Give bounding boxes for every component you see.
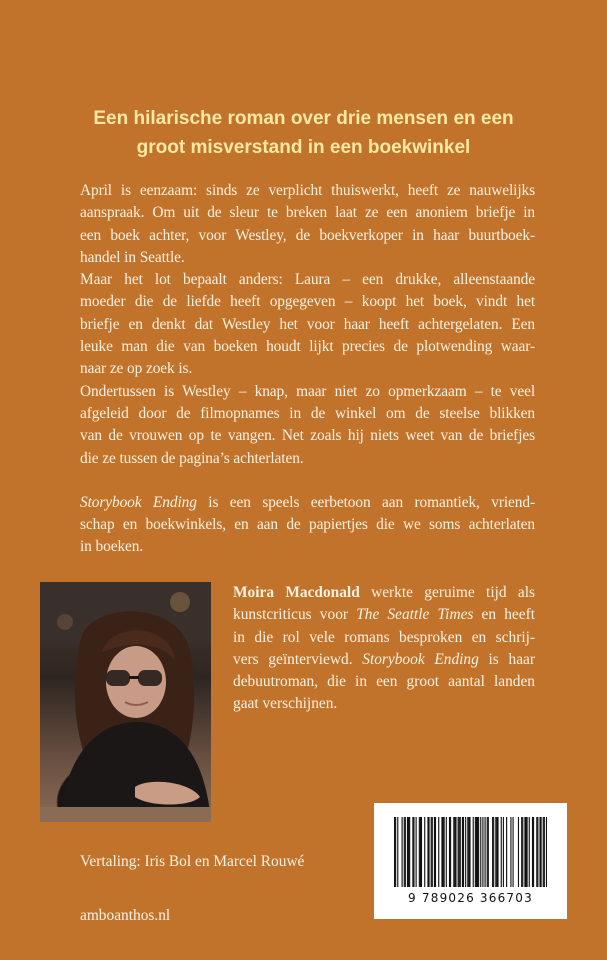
isbn-digits: 9 789026 366703 <box>408 891 533 905</box>
barcode-bar <box>462 817 463 887</box>
closing-line-1-text: is een speels eerbetoon aan romantiek, vriend- <box>196 493 535 511</box>
barcode-bar <box>501 817 502 887</box>
barcode-bar <box>438 817 439 887</box>
tagline-line-1: Een hilarische roman over drie mensen en een <box>93 108 514 129</box>
barcode-bar <box>546 817 547 887</box>
barcode-bar <box>407 817 408 887</box>
blurb-line: April is eenzaam: sinds ze verplicht thuiswerkt, heeft ze nauwelijks <box>80 182 535 199</box>
barcode-bar <box>487 817 488 887</box>
blurb-line: handel in Seattle. <box>80 248 185 266</box>
barcode-bar <box>444 817 445 887</box>
barcode-bar <box>510 817 511 887</box>
barcode-bar <box>428 817 429 887</box>
barcode-bar <box>533 817 534 887</box>
barcode-bar <box>537 817 538 887</box>
blurb-line: een boek achter, voor Westley, de boekverkoper in haar buurtboek- <box>80 226 535 244</box>
barcode-bar <box>477 817 478 887</box>
barcode-bar <box>431 817 432 887</box>
barcode-bar <box>475 817 476 887</box>
barcode-bar <box>435 817 436 887</box>
barcode-bar <box>541 817 542 887</box>
barcode-bar <box>416 817 417 887</box>
barcode-bar <box>536 817 537 887</box>
barcode-bar <box>496 817 497 887</box>
barcode-bar <box>460 817 461 887</box>
barcode-bar <box>427 817 428 887</box>
blurb-line: die ze tussen de pagina’s achterlaten. <box>80 449 304 467</box>
barcode-bar <box>454 817 455 887</box>
barcode-bar <box>394 817 395 887</box>
blurb-line: aanspraak. Om uit de sleur te breken laat ze een anoniem briefje in <box>80 204 535 222</box>
barcode-bar <box>441 817 442 887</box>
closing-line-2: schap en boekwinkels, en aan de papiertjes die we soms achterlaten <box>80 516 535 534</box>
barcode-bar <box>432 817 433 887</box>
closing-line-3: in boeken. <box>80 538 144 556</box>
barcode-bar <box>434 817 435 887</box>
author-photo <box>40 582 211 822</box>
barcode-bar <box>467 817 468 887</box>
publisher-website[interactable]: amboanthos.nl <box>80 907 171 924</box>
barcode-bar <box>513 817 514 887</box>
bio-line-4-pre: vers geïnterviewd. <box>233 650 363 668</box>
barcode-bar <box>469 817 470 887</box>
bio-line-4-post: is haar <box>478 650 535 668</box>
barcode-bar <box>442 817 443 887</box>
translation-credits: Vertaling: Iris Bol en Marcel Rouwé <box>80 853 305 870</box>
bio-line-2-pre: kunstcriticus voor <box>233 606 357 624</box>
bio-line-2-post: en heeft <box>473 606 535 624</box>
barcode-bar <box>458 817 459 887</box>
barcode-bar <box>402 817 403 887</box>
barcode-bar <box>482 817 483 887</box>
barcode-bar <box>525 817 526 887</box>
barcode-bar <box>485 817 486 887</box>
blurb-line: naar ze op zoek is. <box>80 360 193 378</box>
barcode-bar <box>518 817 519 887</box>
barcode-bar <box>449 817 450 887</box>
author-bio <box>233 582 535 716</box>
barcode-bar <box>506 817 507 887</box>
barcode-bars <box>394 817 547 887</box>
barcode-bar <box>543 817 544 887</box>
barcode-bar <box>463 817 464 887</box>
barcode-bar <box>420 817 421 887</box>
barcode-bar <box>476 817 477 887</box>
tagline-line-2: groot misverstand in een boekwinkel <box>136 137 471 158</box>
barcode-bar <box>424 817 425 887</box>
barcode-bar <box>503 817 504 887</box>
barcode-bar <box>408 817 409 887</box>
barcode-bar <box>465 817 466 887</box>
closing-line-1 <box>80 492 535 514</box>
barcode-bar <box>473 817 474 887</box>
barcode-bar <box>453 817 454 887</box>
bio-line-6: gaat verschijnen. <box>233 695 338 713</box>
blurb <box>80 180 535 559</box>
barcode-bar <box>413 817 414 887</box>
barcode-bar <box>488 817 489 887</box>
barcode-bar <box>409 817 410 887</box>
barcode-bar <box>495 817 496 887</box>
barcode-bar <box>497 817 498 887</box>
barcode-bar <box>395 817 396 887</box>
barcode-bar <box>532 817 533 887</box>
blurb-line: briefje en denkt dat Westley het voor haar heeft achtergelaten. Een <box>80 315 535 333</box>
blurb-line: leuke man die van boeken houdt lijkt precies de plotwending waar- <box>80 338 535 356</box>
bio-book-title: Storybook Ending <box>362 650 479 668</box>
author-name: Moira Macdonald <box>233 584 360 601</box>
barcode-bar <box>478 817 479 887</box>
bio-line-4 <box>233 649 535 671</box>
newspaper-name: The Seattle Times <box>356 606 474 624</box>
barcode-bar <box>419 817 420 887</box>
barcode-bar <box>404 817 405 887</box>
barcode-bar <box>421 817 422 887</box>
barcode-bar <box>521 817 522 887</box>
barcode-bar <box>480 817 481 887</box>
tagline <box>40 104 567 162</box>
blurb-line: van de vrouwen op te vangen. Net zoals hij niets weet van de briefjes <box>80 427 535 445</box>
barcode-bar <box>450 817 451 887</box>
barcode-bar <box>529 817 530 887</box>
bio-line-1 <box>233 582 535 604</box>
barcode-bar <box>459 817 460 887</box>
barcode-bar <box>493 817 494 887</box>
barcode-bar <box>446 817 447 887</box>
barcode-bar <box>522 817 523 887</box>
bio-line-5: debuutroman, die in een groot aantal landen <box>233 673 535 691</box>
barcode-bar <box>397 817 398 887</box>
closing-book-title: Storybook Ending <box>80 493 197 511</box>
barcode-bar <box>544 817 545 887</box>
blurb-line: Maar het lot bepaalt anders: Laura – een drukke, alleenstaande <box>80 271 535 289</box>
barcode-bar <box>412 817 413 887</box>
blurb-line: Ondertussen is Westley – knap, maar niet zo opmerkzaam – te veel <box>80 382 535 400</box>
isbn-barcode <box>374 803 567 919</box>
barcode-bar <box>524 817 525 887</box>
bio-line-1-text: werkte geruime tijd als <box>359 584 535 601</box>
barcode-bar <box>455 817 456 887</box>
bio-line-2 <box>233 604 535 626</box>
barcode-bar <box>405 817 406 887</box>
barcode-bar <box>539 817 540 887</box>
barcode-bar <box>527 817 528 887</box>
barcode-bar <box>492 817 493 887</box>
blurb-line: moeder die de liefde heeft opgegeven – koopt het boek, vindt het <box>80 293 535 311</box>
bio-line-3: in die rol vele romans besproken en schrij- <box>233 628 535 646</box>
barcode-bar <box>468 817 469 887</box>
blurb-line: afgeleid door de filmopnames in de winkel om de steelse blikken <box>80 404 535 422</box>
